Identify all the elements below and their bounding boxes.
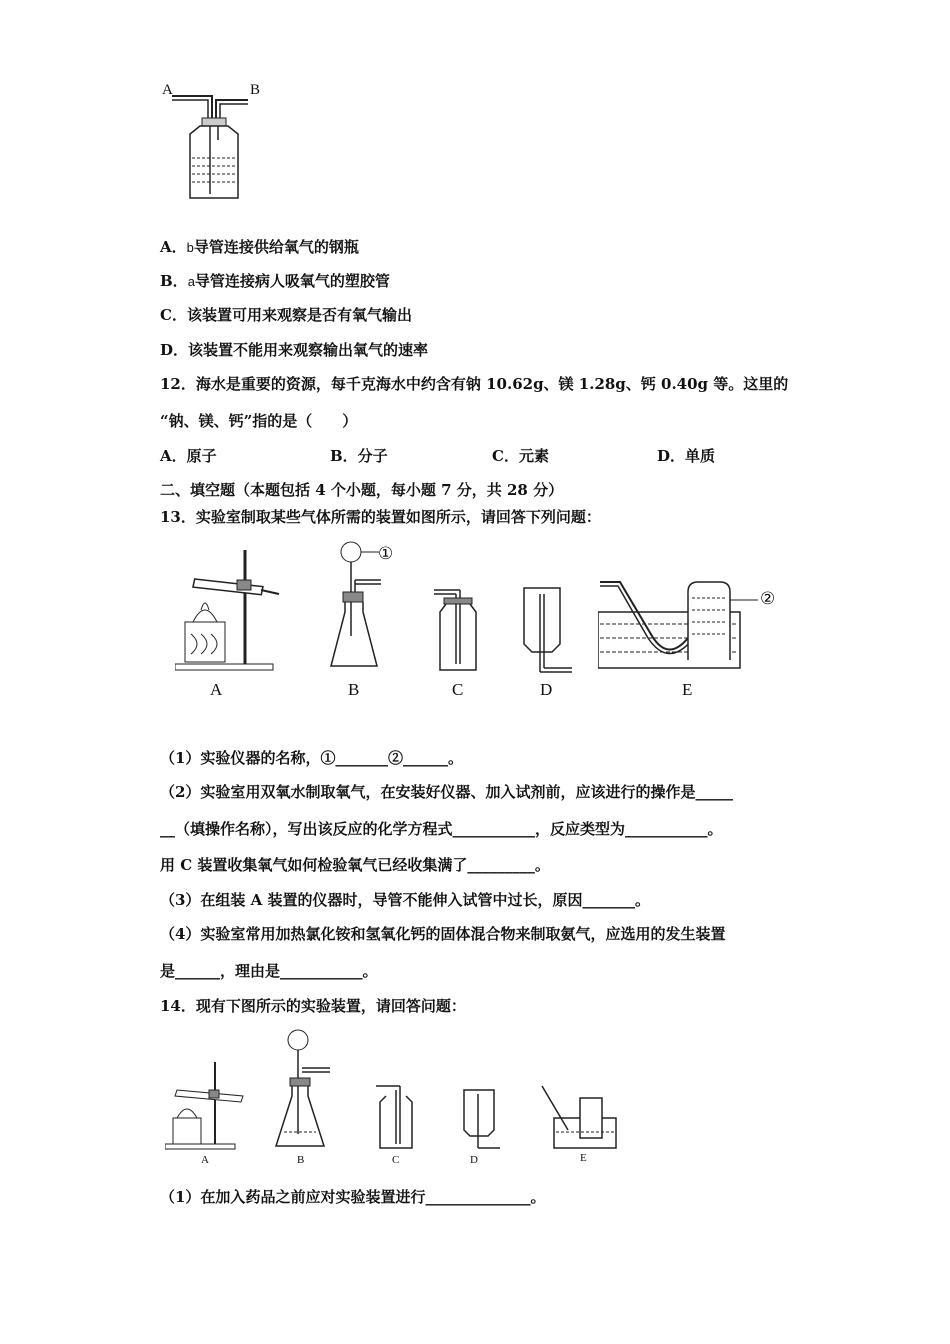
figure-label-a: A bbox=[162, 82, 173, 98]
q12-stem-line2: “钠、镁、钙”指的是（ ） bbox=[160, 412, 358, 430]
section-heading: 二、填空题（本题包括 4 个小题，每小题 7 分，共 28 分） bbox=[160, 481, 564, 499]
apparatus-c-drawing bbox=[374, 1082, 418, 1152]
callout-1: ① bbox=[378, 544, 394, 563]
q13-part3: （3）在组装 A 装置的仪器时，导管不能伸入试管中过长，原因_______。 bbox=[160, 891, 651, 909]
q12-option-b: B．分子 bbox=[330, 447, 388, 465]
q11-option-b bbox=[160, 270, 390, 291]
q14-part1: （1）在加入药品之前应对实验装置进行______________。 bbox=[160, 1188, 546, 1206]
figure-label-b: B bbox=[250, 82, 261, 98]
apparatus-c-drawing bbox=[432, 584, 484, 674]
q14-stem: 14．现有下图所示的实验装置，请回答问题： bbox=[160, 997, 466, 1015]
q13-part2-line1: （2）实验室用双氧水制取氧气，在安装好仪器、加入试剂前，应该进行的操作是_____ bbox=[160, 783, 733, 801]
q11-option-c bbox=[160, 304, 412, 325]
q12-option-a: A．原子 bbox=[160, 447, 217, 465]
q12-stem-line1: 12．海水是重要的资源，每千克海水中约含有钠 10.62g、镁 1.28g、钙 0.40g 等。这里的 bbox=[160, 375, 789, 393]
apparatus-a-drawing bbox=[165, 1060, 250, 1152]
q11-option-a bbox=[160, 236, 359, 257]
q13-stem: 13．实验室制取某些气体所需的装置如图所示，请回答下列问题： bbox=[160, 508, 601, 526]
option-letter: D． bbox=[160, 341, 189, 359]
figure-label-a: A bbox=[201, 1154, 209, 1166]
q11-option-d bbox=[160, 339, 428, 360]
figure-label-d: D bbox=[540, 680, 553, 699]
figure-label-e: E bbox=[682, 680, 693, 699]
q12-option-c: C．元素 bbox=[492, 447, 549, 465]
option-tube-letter: a bbox=[187, 274, 195, 289]
option-letter: B． bbox=[160, 272, 188, 290]
figure-label-e: E bbox=[580, 1152, 587, 1164]
apparatus-d-drawing bbox=[516, 586, 576, 678]
apparatus-d-drawing bbox=[458, 1088, 502, 1152]
apparatus-b-drawing bbox=[272, 1028, 334, 1152]
figure-label-c: C bbox=[392, 1154, 400, 1166]
figure-label-c: C bbox=[452, 680, 464, 699]
q12-option-d: D．单质 bbox=[657, 447, 716, 465]
gas-bottle-drawing bbox=[170, 90, 260, 202]
figure-label-b: B bbox=[297, 1154, 305, 1166]
option-text: 导管连接供给氧气的钢瓶 bbox=[193, 238, 359, 256]
option-tube-letter: b bbox=[186, 240, 194, 255]
q13-part1: （1）实验仪器的名称，①_______②______。 bbox=[160, 749, 463, 767]
q13-part2-line3: 用 C 装置收集氧气如何检验氧气已经收集满了_________。 bbox=[160, 856, 550, 874]
figure-label-d: D bbox=[470, 1154, 478, 1166]
option-text: 该装置可用来观察是否有氧气输出 bbox=[186, 306, 412, 324]
option-letter: C． bbox=[160, 306, 187, 324]
option-text: 该装置不能用来观察输出氧气的速率 bbox=[188, 341, 429, 359]
figure-label-a: A bbox=[210, 680, 223, 699]
callout-2: ② bbox=[760, 589, 776, 608]
apparatus-e-drawing bbox=[540, 1084, 620, 1150]
q13-part4-line2: 是______，理由是___________。 bbox=[160, 962, 378, 980]
figure-label-b: B bbox=[348, 680, 360, 699]
q13-part4-line1: （4）实验室常用加热氯化铵和氢氧化钙的固体混合物来制取氨气，应选用的发生装置 bbox=[160, 925, 726, 943]
option-text: 导管连接病人吸氧气的塑胶管 bbox=[194, 272, 390, 290]
option-letter: A． bbox=[160, 238, 187, 256]
apparatus-e-drawing bbox=[598, 578, 770, 674]
apparatus-a-drawing bbox=[175, 548, 285, 673]
q13-part2-line2: __（填操作名称），写出该反应的化学方程式___________，反应类型为___________。 bbox=[160, 820, 723, 838]
